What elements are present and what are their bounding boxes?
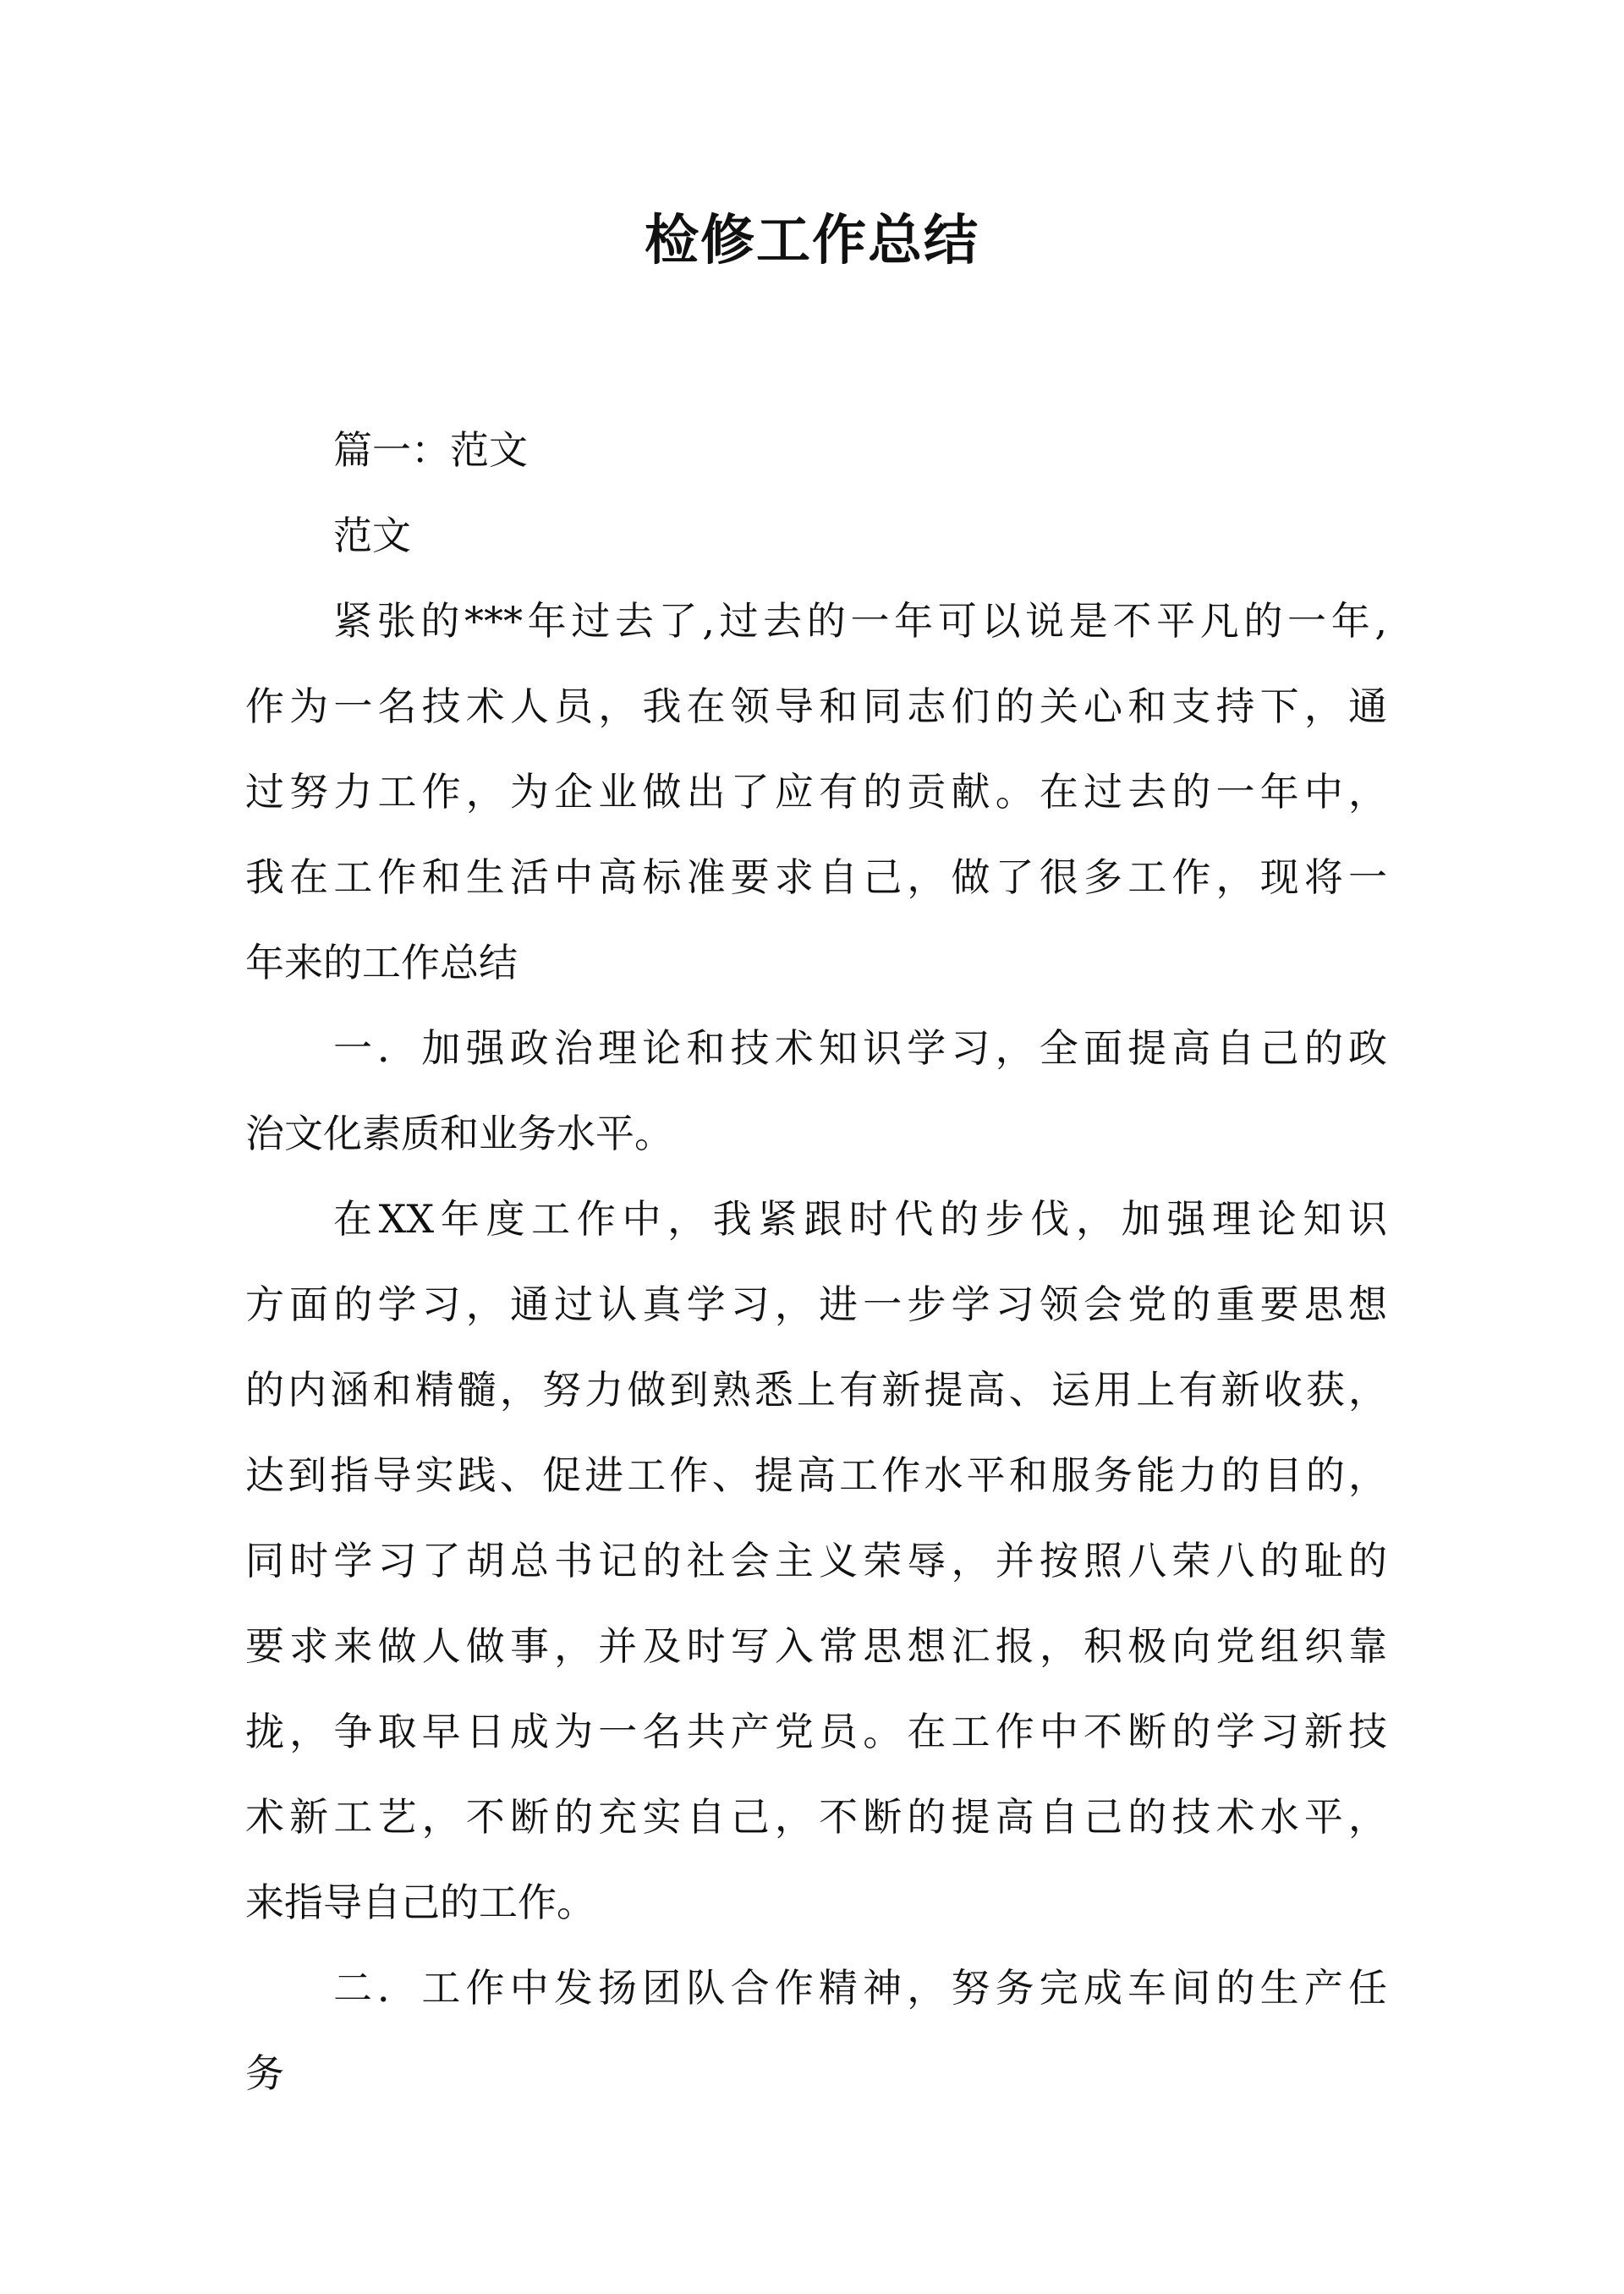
paragraph-line: 治文化素质和业务水平。 [245, 1111, 673, 1156]
paragraph-line: 来指导自己的工作。 [245, 1880, 595, 1925]
paragraph-line: 我在工作和生活中高标准要求自己，做了很多工作，现将一 [245, 854, 1387, 900]
paragraph-line: 在XX年度工作中，我紧跟时代的步伐，加强理论知识 [333, 1196, 1387, 1242]
paragraph-line: 过努力工作，为企业做出了应有的贡献。在过去的一年中， [245, 769, 1387, 815]
paragraph-line: 二．工作中发扬团队合作精神，努务完成车间的生产任 [333, 1965, 1387, 2011]
document-title: 检修工作总结 [645, 210, 979, 272]
section-heading: 篇一：范文 [333, 427, 528, 473]
paragraph-line: 拢，争取早日成为一名共产党员。在工作中不断的学习新技 [245, 1709, 1387, 1754]
paragraph-line: 一．加强政治理论和技术知识学习，全面提高自己的政 [333, 1025, 1387, 1071]
paragraph-line: 年来的工作总结 [245, 940, 518, 985]
paragraph-line: 要求来做人做事，并及时写入常思想汇报，积极向党组织靠 [245, 1623, 1387, 1669]
paragraph-line: 术新工艺，不断的充实自己，不断的提高自己的技术水平， [245, 1794, 1387, 1840]
paragraph-line: 作为一名技术人员，我在领导和同志们的关心和支持下，通 [245, 683, 1387, 729]
section-subheading: 范文 [333, 513, 411, 558]
document-body [245, 408, 1387, 2116]
paragraph-line: 达到指导实践、促进工作、提高工作水平和服务能力的目的， [245, 1452, 1387, 1498]
paragraph-line: 紧张的***年过去了,过去的一年可以说是不平凡的一年, [333, 598, 1387, 644]
paragraph-line: 的内涵和精髓，努力做到熟悉上有新提高、运用上有新收获， [245, 1367, 1387, 1413]
paragraph-line: 方面的学习，通过认真学习，进一步学习领会党的重要思想 [245, 1281, 1387, 1327]
paragraph-line: 务 [245, 2050, 284, 2096]
paragraph-line: 同时学习了胡总书记的社会主义荣辱，并按照八荣八的耻的 [245, 1538, 1387, 1583]
